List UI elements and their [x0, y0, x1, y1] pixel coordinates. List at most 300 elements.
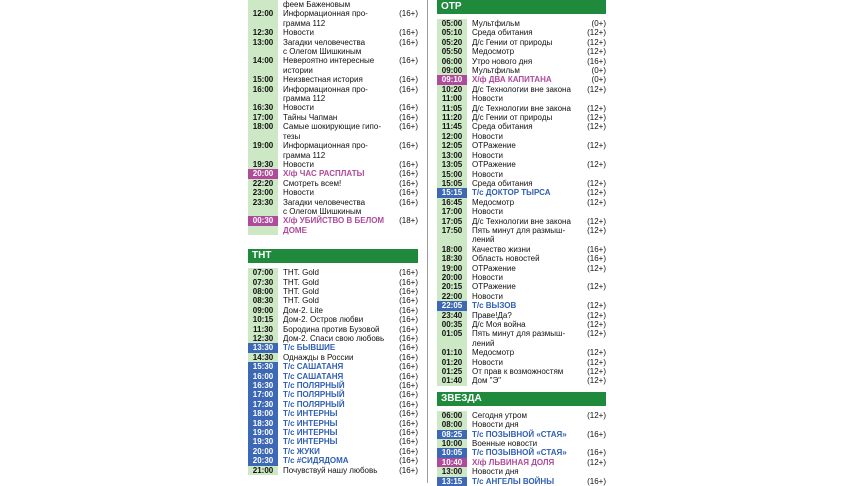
program-rating: (16+): [587, 476, 606, 486]
program-time: 15:00: [248, 75, 278, 84]
program-row: [248, 437, 418, 446]
program-row: [248, 381, 418, 390]
program-title: лений: [472, 235, 495, 245]
program-rating: (16+): [399, 343, 418, 353]
program-time: 23:30: [248, 198, 278, 207]
program-title: Д/с Гении от природы: [472, 113, 553, 123]
program-rating: (12+): [587, 122, 606, 132]
program-title: Т/с #СИДЯДОМА: [283, 456, 349, 466]
program-time: 08:00: [248, 287, 278, 296]
program-title: Среда обитания: [472, 28, 533, 38]
program-title: Новости: [472, 272, 503, 282]
program-title: Х/ф УБИЙСТВО В БЕЛОМ: [283, 216, 385, 226]
program-time: 05:00: [437, 19, 467, 28]
program-row: [437, 292, 606, 301]
program-rating: (12+): [587, 310, 606, 320]
program-rating: (16+): [399, 112, 418, 122]
program-title: Область новостей: [472, 254, 540, 264]
program-title: Новости: [283, 28, 314, 38]
program-row: [248, 409, 418, 418]
program-title: Праве!Да?: [472, 310, 512, 320]
program-time: 14:30: [248, 353, 278, 362]
program-row: [248, 9, 418, 18]
program-title: Дом-2. Остров любви: [283, 315, 364, 325]
program-rating: [576, 273, 606, 282]
program-time: 22:05: [437, 301, 467, 310]
program-rating: (16+): [587, 56, 606, 66]
program-rating: (12+): [587, 348, 606, 358]
program-title: THT. Gold: [283, 286, 320, 296]
program-time: 13:00: [437, 151, 467, 160]
program-rating: [388, 47, 418, 56]
program-row: [248, 122, 418, 131]
program-row: [437, 104, 606, 113]
program-rating: [576, 235, 606, 244]
program-title: Тайны Чапман: [283, 112, 338, 122]
program-row: [248, 141, 418, 150]
program-rating: (12+): [587, 103, 606, 113]
program-row: [437, 160, 606, 169]
program-row: [437, 301, 606, 310]
program-time: [248, 66, 278, 75]
program-title: Х/ф ДВА КАПИТАНА: [472, 75, 552, 85]
program-row: [248, 160, 418, 169]
program-time: 09:10: [437, 75, 467, 84]
program-time: 16:30: [248, 381, 278, 390]
program-time: 12:00: [437, 132, 467, 141]
program-time: 17:00: [248, 113, 278, 122]
program-rating: (16+): [399, 197, 418, 207]
program-row: [248, 419, 418, 428]
program-time: 05:10: [437, 28, 467, 37]
program-row: [248, 372, 418, 381]
program-row: [437, 179, 606, 188]
program-row: [437, 85, 606, 94]
program-rating: (16+): [399, 409, 418, 419]
program-rating: (12+): [587, 367, 606, 377]
program-row: [437, 66, 606, 75]
program-row: [248, 47, 418, 56]
program-title: грамма 112: [283, 18, 326, 28]
program-row: [437, 320, 606, 329]
program-title: феем Баженовым: [283, 0, 351, 9]
program-rating: [576, 467, 606, 476]
program-title: Пять минут для размыш-: [472, 329, 566, 339]
program-time: 10:00: [437, 439, 467, 448]
program-rating: (12+): [587, 37, 606, 47]
program-title: Бородина против Бузовой: [283, 324, 380, 334]
program-title: Новости: [472, 150, 503, 160]
program-row: [437, 420, 606, 429]
program-time: 20:00: [248, 169, 278, 178]
program-rating: (12+): [587, 197, 606, 207]
program-row: [248, 28, 418, 37]
program-time: 10:05: [437, 448, 467, 457]
program-row: [248, 188, 418, 197]
program-time: 10:15: [248, 315, 278, 324]
program-time: 01:40: [437, 376, 467, 385]
program-title: Т/с САШАТАНЯ: [283, 371, 344, 381]
program-rating: (16+): [399, 169, 418, 179]
program-time: 19:30: [248, 160, 278, 169]
program-title: Х/ф ЧАС РАСПЛАТЫ: [283, 169, 365, 179]
program-title: Однажды в России: [283, 352, 354, 362]
channel-header-zvezda: ЗВЕЗДА: [437, 392, 606, 406]
program-rating: (12+): [587, 457, 606, 467]
program-row: [437, 458, 606, 467]
program-title: ДОМЕ: [283, 225, 307, 235]
program-title: Д/с Моя война: [472, 320, 526, 329]
program-rating: [576, 439, 606, 448]
program-rating: (16+): [399, 418, 418, 428]
program-time: 07:00: [248, 268, 278, 277]
program-rating: (12+): [587, 160, 606, 170]
schedule-otr: [437, 19, 606, 386]
program-time: 01:20: [437, 358, 467, 367]
program-rating: (16+): [399, 324, 418, 334]
program-title: Дом "Э": [472, 376, 502, 386]
program-title: Новости: [472, 207, 503, 217]
program-row: [248, 400, 418, 409]
program-time: 11:20: [437, 113, 467, 122]
program-row: [248, 334, 418, 343]
program-rating: (16+): [399, 381, 418, 391]
program-time: 17:00: [248, 390, 278, 399]
program-rating: (16+): [399, 315, 418, 325]
program-row: [248, 198, 418, 207]
program-row: [248, 428, 418, 437]
program-rating: [576, 207, 606, 216]
program-rating: (12+): [587, 410, 606, 420]
program-row: [248, 278, 418, 287]
program-row: [437, 411, 606, 420]
program-row: [437, 57, 606, 66]
program-row: [248, 113, 418, 122]
program-time: 05:50: [437, 47, 467, 56]
program-title: Д/с Гении от природы: [472, 37, 553, 47]
program-row: [437, 245, 606, 254]
program-row: [248, 132, 418, 141]
program-rating: [576, 292, 606, 301]
program-rating: [576, 132, 606, 141]
program-rating: (12+): [587, 47, 606, 57]
program-time: 20:15: [437, 282, 467, 291]
program-time: 17:50: [437, 226, 467, 235]
program-rating: (0+): [591, 66, 606, 76]
program-title: Т/с ИНТЕРНЫ: [283, 409, 338, 419]
channel-header-otr: ОТР: [437, 0, 606, 14]
program-time: 09:00: [437, 66, 467, 75]
program-row: [248, 343, 418, 352]
program-row: [437, 282, 606, 291]
program-row: [248, 19, 418, 28]
program-rating: (16+): [399, 75, 418, 85]
program-rating: (12+): [587, 113, 606, 123]
program-time: 15:15: [437, 188, 467, 197]
program-row: [437, 264, 606, 273]
program-time: 12:00: [248, 9, 278, 18]
program-rating: (12+): [587, 188, 606, 198]
program-rating: (16+): [399, 28, 418, 38]
program-rating: (16+): [399, 362, 418, 372]
program-title: Т/с ПОЛЯРНЫЙ: [283, 390, 345, 400]
program-row: [437, 28, 606, 37]
program-time: 14:00: [248, 56, 278, 65]
program-time: 12:05: [437, 141, 467, 150]
program-time: [248, 0, 278, 9]
program-row: [437, 273, 606, 282]
program-time: 20:00: [248, 447, 278, 456]
program-title: Пять минут для размыш-: [472, 225, 566, 235]
program-row: [248, 287, 418, 296]
program-time: 20:30: [248, 456, 278, 465]
program-title: Новости: [472, 291, 503, 301]
program-time: [437, 235, 467, 244]
program-time: 17:30: [248, 400, 278, 409]
program-rating: (12+): [587, 329, 606, 339]
program-row: [437, 254, 606, 263]
program-row: [437, 329, 606, 338]
program-row: [248, 38, 418, 47]
program-rating: (16+): [399, 428, 418, 438]
program-time: 19:00: [248, 428, 278, 437]
program-time: [248, 151, 278, 160]
program-row: [248, 56, 418, 65]
program-rating: (12+): [587, 216, 606, 226]
program-time: 01:10: [437, 348, 467, 357]
program-rating: (16+): [399, 465, 418, 475]
program-row: [248, 325, 418, 334]
program-row: [437, 376, 606, 385]
program-rating: (12+): [587, 301, 606, 311]
program-title: Новости дня: [472, 467, 519, 477]
program-time: [248, 94, 278, 103]
program-time: 19:00: [248, 141, 278, 150]
program-time: 08:30: [248, 296, 278, 305]
program-rating: (16+): [399, 334, 418, 343]
program-rating: (16+): [399, 84, 418, 94]
program-row: [248, 151, 418, 160]
program-title: Самые шокирующие гипо-: [283, 122, 381, 132]
program-time: 11:00: [437, 94, 467, 103]
program-title: Среда обитания: [472, 178, 533, 188]
program-time: 18:30: [437, 254, 467, 263]
program-title: Новости: [283, 103, 314, 113]
program-row: [437, 477, 606, 486]
program-title: Медосмотр: [472, 197, 515, 207]
program-rating: (18+): [399, 216, 418, 226]
program-row: [437, 367, 606, 376]
program-title: Т/с ПОЛЯРНЫЙ: [283, 399, 345, 409]
program-title: Новости дня: [472, 420, 519, 430]
program-rating: (12+): [587, 357, 606, 367]
program-row: [437, 122, 606, 131]
program-time: 15:30: [248, 362, 278, 371]
program-title: с Олегом Шишкиным: [283, 206, 362, 216]
program-row: [248, 456, 418, 465]
program-rating: [576, 151, 606, 160]
program-time: 07:30: [248, 278, 278, 287]
program-rating: (16+): [399, 159, 418, 169]
program-time: 09:00: [248, 306, 278, 315]
program-rating: (16+): [399, 9, 418, 19]
program-row: [248, 353, 418, 362]
program-time: 16:00: [248, 372, 278, 381]
program-rating: (16+): [587, 429, 606, 439]
program-time: 11:30: [248, 325, 278, 334]
left-column: [248, 0, 418, 475]
right-column: [437, 0, 606, 486]
program-title: Т/с ИНТЕРНЫ: [283, 437, 338, 447]
program-time: 11:05: [437, 104, 467, 113]
program-time: 01:05: [437, 329, 467, 338]
program-rating: (16+): [399, 37, 418, 47]
program-row: [248, 306, 418, 315]
program-title: Х/ф ЛЬВИНАЯ ДОЛЯ: [472, 457, 555, 467]
program-row: [437, 448, 606, 457]
program-rating: (16+): [399, 56, 418, 66]
program-time: 17:05: [437, 217, 467, 226]
program-row: [248, 207, 418, 216]
program-row: [437, 439, 606, 448]
program-title: Военные новости: [472, 439, 538, 449]
program-time: 10:40: [437, 458, 467, 467]
program-row: [437, 467, 606, 476]
program-row: [248, 179, 418, 188]
program-rating: (12+): [587, 28, 606, 38]
program-time: 13:15: [437, 477, 467, 486]
program-row: [437, 235, 606, 244]
program-rating: (16+): [399, 277, 418, 287]
program-rating: (16+): [399, 122, 418, 132]
program-title: Утро нового дня: [472, 56, 533, 66]
program-title: Т/с ВЫЗОВ: [472, 301, 517, 311]
program-time: 05:20: [437, 38, 467, 47]
program-title: Т/с САШАТАНЯ: [283, 362, 344, 372]
program-time: 01:25: [437, 367, 467, 376]
program-time: [248, 207, 278, 216]
program-rating: [388, 226, 418, 235]
program-row: [437, 132, 606, 141]
program-row: [437, 217, 606, 226]
program-row: [437, 198, 606, 207]
program-title: Информационная про-: [283, 141, 368, 151]
program-time: 18:00: [248, 409, 278, 418]
program-time: 20:00: [437, 273, 467, 282]
program-title: ОТРажение: [472, 141, 516, 151]
program-time: 08:25: [437, 430, 467, 439]
program-row: [437, 170, 606, 179]
program-title: Мультфильм: [472, 66, 520, 76]
program-rating: [388, 66, 418, 75]
program-title: Новости: [472, 131, 503, 141]
program-title: Неизвестная история: [283, 75, 363, 85]
program-title: Новости: [472, 357, 503, 367]
program-row: [248, 75, 418, 84]
program-title: Смотреть всем!: [283, 178, 342, 188]
program-title: лений: [472, 338, 495, 348]
program-row: [437, 141, 606, 150]
program-rating: (0+): [591, 19, 606, 28]
program-rating: [576, 170, 606, 179]
program-title: Д/с Технологии вне закона: [472, 84, 571, 94]
program-title: От прав к возможностям: [472, 367, 564, 377]
program-row: [248, 169, 418, 178]
program-row: [437, 226, 606, 235]
program-title: истории: [283, 65, 313, 75]
program-title: грамма 112: [283, 150, 326, 160]
program-time: 16:30: [248, 103, 278, 112]
program-title: Медосмотр: [472, 348, 515, 358]
program-rating: (12+): [587, 178, 606, 188]
program-rating: [576, 339, 606, 348]
program-rating: (12+): [587, 263, 606, 273]
program-title: Невероятно интересные: [283, 56, 375, 66]
program-row: [248, 66, 418, 75]
program-time: 08:00: [437, 420, 467, 429]
program-time: 15:00: [437, 170, 467, 179]
program-rating: (16+): [399, 141, 418, 151]
program-time: [437, 339, 467, 348]
program-row: [248, 362, 418, 371]
program-time: 19:00: [437, 264, 467, 273]
program-title: ОТРажение: [472, 282, 516, 292]
program-time: 10:20: [437, 85, 467, 94]
program-rating: [576, 94, 606, 103]
program-title: Загадки человечества: [283, 197, 366, 207]
program-rating: (16+): [399, 178, 418, 188]
program-rating: (16+): [399, 188, 418, 198]
program-rating: (16+): [399, 268, 418, 278]
program-time: 16:45: [437, 198, 467, 207]
program-row: [248, 296, 418, 305]
program-title: Т/с ПОЛЯРНЫЙ: [283, 381, 345, 391]
program-row: [248, 466, 418, 475]
program-row: [248, 0, 418, 9]
program-time: 16:00: [248, 85, 278, 94]
program-rating: (12+): [587, 376, 606, 386]
program-row: [248, 103, 418, 112]
program-rating: (16+): [587, 448, 606, 458]
schedule-tnt: [248, 268, 418, 475]
program-row: [437, 188, 606, 197]
program-row: [437, 19, 606, 28]
program-row: [248, 390, 418, 399]
program-title: Дом-2. Lite: [283, 305, 323, 315]
program-title: Т/с БЫВШИЕ: [283, 343, 336, 353]
program-time: 13:00: [437, 467, 467, 476]
program-title: Т/с ЖУКИ: [283, 446, 320, 456]
program-title: Загадки человечества: [283, 37, 366, 47]
program-rating: (12+): [587, 84, 606, 94]
program-title: Т/с ДОКТОР ТЫРСА: [472, 188, 551, 198]
program-time: 22:20: [248, 179, 278, 188]
program-rating: (16+): [399, 305, 418, 315]
program-title: THT. Gold: [283, 296, 320, 306]
program-title: Почувствуй нашу любовь: [283, 465, 378, 475]
program-time: 06:00: [437, 57, 467, 66]
program-title: ОТРажение: [472, 160, 516, 170]
program-rating: (16+): [399, 296, 418, 306]
program-row: [437, 358, 606, 367]
program-rating: [576, 420, 606, 429]
program-title: Новости: [283, 188, 314, 198]
program-time: 17:00: [437, 207, 467, 216]
program-title: с Олегом Шишкиным: [283, 47, 362, 57]
program-row: [437, 151, 606, 160]
program-row: [437, 113, 606, 122]
program-row: [437, 207, 606, 216]
